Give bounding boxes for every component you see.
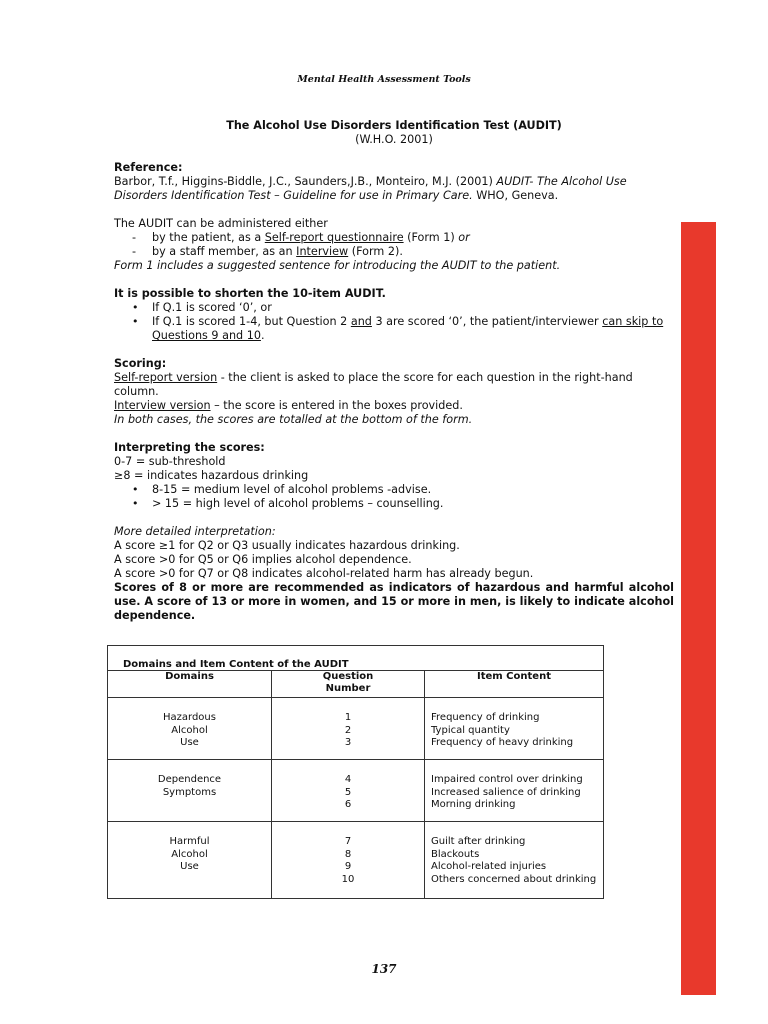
document-body <box>114 119 674 623</box>
scoring-heading: Scoring: <box>114 357 167 370</box>
scoring-self-report-cont: column. <box>114 385 159 398</box>
running-header: Mental Health Assessment Tools <box>297 74 471 85</box>
scoring-interview: Interview version – the score is entered in the boxes provided. <box>114 399 463 412</box>
header-domains: Domains <box>108 671 272 698</box>
table-caption: Domains and Item Content of the AUDIT <box>108 646 604 671</box>
administration-option-self: - by the patient, as a Self-report questionnaire (Form 1) or <box>114 231 674 245</box>
table-row <box>108 698 604 760</box>
detailed-line-3: A score >0 for Q7 or Q8 indicates alcohol-related harm has already begun. <box>114 567 534 580</box>
question-number-cell: 4 5 6 <box>272 760 425 822</box>
table-row <box>108 760 604 822</box>
administration-intro: The AUDIT can be administered either <box>114 217 328 230</box>
shorten-bullet-1: • If Q.1 is scored ‘0’, or <box>114 301 674 315</box>
table-row <box>108 822 604 899</box>
administration-option-interview: - by a staff member, as an Interview (Form 2). <box>114 245 674 259</box>
question-number-cell: 7 8 9 10 <box>272 822 425 899</box>
header-question-number: Question Number <box>272 671 425 698</box>
item-content-cell: Guilt after drinking Blackouts Alcohol-related injuries Others concerned about drinking <box>425 822 604 899</box>
detailed-heading: More detailed interpretation: <box>114 525 276 538</box>
audit-domains-table <box>107 645 604 899</box>
interpreting-line-1: 0-7 = sub-threshold <box>114 455 226 468</box>
side-color-bar <box>681 222 716 995</box>
scoring-self-report: Self-report version - the client is asked to place the score for each question in the right-hand <box>114 371 633 384</box>
table-header-row <box>108 671 604 698</box>
administration-note: Form 1 includes a suggested sentence for introducing the AUDIT to the patient. <box>114 259 561 272</box>
item-content-cell: Impaired control over drinking Increased salience of drinking Morning drinking <box>425 760 604 822</box>
interpreting-heading: Interpreting the scores: <box>114 441 265 454</box>
domain-cell: Harmful Alcohol Use <box>108 822 272 899</box>
detailed-line-1: A score ≥1 for Q2 or Q3 usually indicates hazardous drinking. <box>114 539 460 552</box>
scoring-note: In both cases, the scores are totalled at the bottom of the form. <box>114 413 473 426</box>
detailed-summary: Scores of 8 or more are recommended as indicators of hazardous and harmful alcohol use. A score of 13 or more in women, and 15 or more in men, is likely to indicate alcohol dependence. <box>114 581 674 622</box>
domain-cell: Hazardous Alcohol Use <box>108 698 272 760</box>
document-subtitle: (W.H.O. 2001) <box>355 133 433 146</box>
header-item-content: Item Content <box>425 671 604 698</box>
document-title: The Alcohol Use Disorders Identification Test (AUDIT) <box>226 119 562 132</box>
reference-line-1: Barbor, T.f., Higgins-Biddle, J.C., Saunders,J.B., Monteiro, M.J. (2001) AUDIT- The Alcohol Use <box>114 175 627 188</box>
page-number: 137 <box>371 962 397 976</box>
interpreting-bullet-2: • > 15 = high level of alcohol problems – counselling. <box>114 497 674 511</box>
shorten-bullet-2: • If Q.1 is scored 1-4, but Question 2 and 3 are scored ‘0’, the patient/interviewer can skip to Questions 9 and 10. <box>114 315 674 343</box>
item-content-cell: Frequency of drinking Typical quantity Frequency of heavy drinking <box>425 698 604 760</box>
reference-line-2: Disorders Identification Test – Guideline for use in Primary Care. WHO, Geneva. <box>114 189 559 202</box>
detailed-line-2: A score >0 for Q5 or Q6 implies alcohol dependence. <box>114 553 412 566</box>
interpreting-line-2: ≥8 = indicates hazardous drinking <box>114 469 309 482</box>
domain-cell: Dependence Symptoms <box>108 760 272 822</box>
interpreting-bullet-1: • 8-15 = medium level of alcohol problems -advise. <box>114 483 674 497</box>
question-number-cell: 1 2 3 <box>272 698 425 760</box>
shorten-heading: It is possible to shorten the 10-item AUDIT. <box>114 287 386 300</box>
reference-heading: Reference: <box>114 161 183 174</box>
